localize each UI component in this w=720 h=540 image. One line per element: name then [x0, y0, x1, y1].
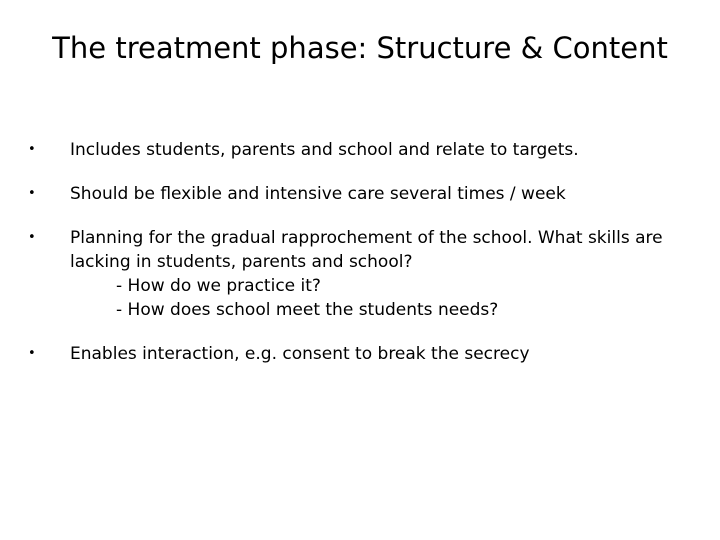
bullet-dot-icon: •	[28, 230, 36, 245]
bullet-text: Planning for the gradual rapprochement of the school. What skills are lacking in students, parents and school?	[70, 228, 663, 272]
bullet-item	[28, 226, 688, 322]
bullet-dot-icon: •	[28, 346, 36, 361]
bullet-item	[28, 342, 688, 366]
bullet-dot-icon: •	[28, 142, 36, 157]
sub-item: - How do we practice it?	[116, 276, 321, 296]
bullet-dot-icon: •	[28, 186, 36, 201]
slide-title: The treatment phase: Structure & Content	[52, 31, 668, 65]
bullet-text: Enables interaction, e.g. consent to break the secrecy	[70, 344, 530, 364]
bullet-item	[28, 138, 688, 162]
bullet-list	[28, 138, 688, 366]
sub-item: - How does school meet the students needs?	[116, 300, 499, 320]
bullet-text: Should be flexible and intensive care several times / week	[70, 184, 566, 204]
bullet-text: Includes students, parents and school and relate to targets.	[70, 140, 579, 160]
bullet-item	[28, 182, 688, 206]
